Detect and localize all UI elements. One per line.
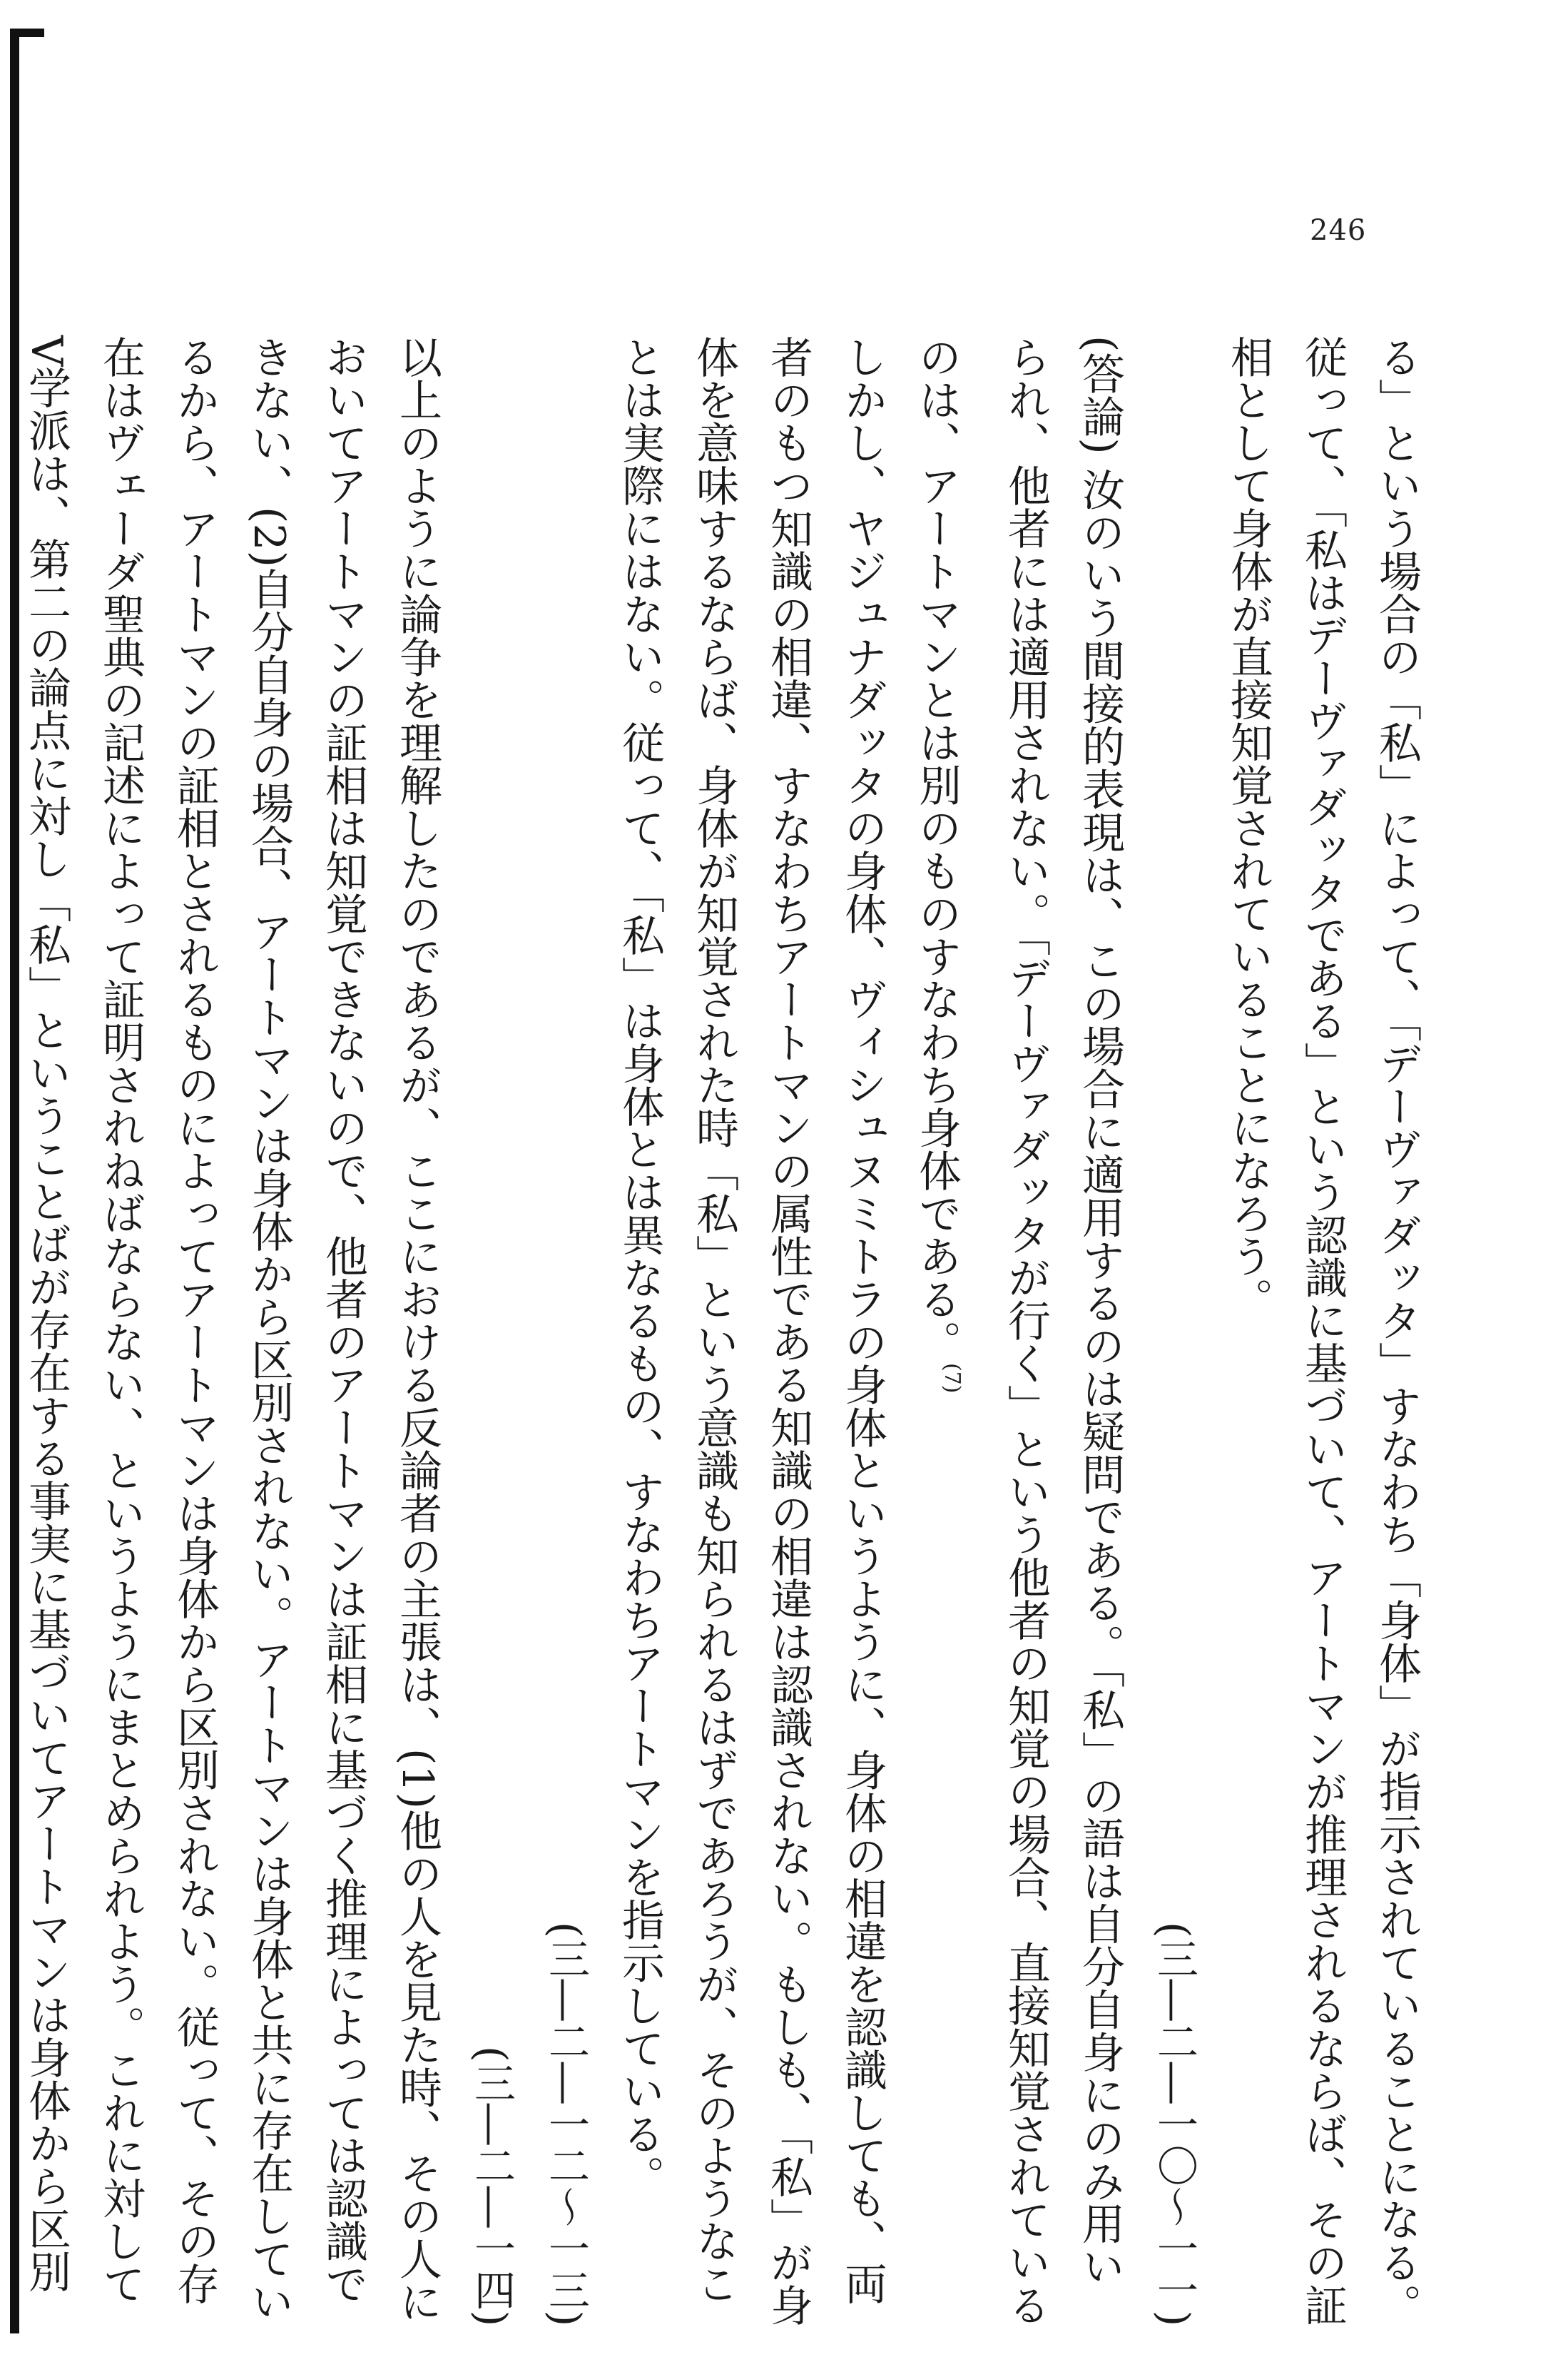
paragraph-3-text: しかし、ヤジュナダッタの身体、ヴィシュヌミトラの身体というように、身体の相違を認識しても、両者のもつ知識の相違、すなわちアートマンの属性である知識の相違は認識されない。もしも、「私」が身体を意味するならば、身体が知覚された時「私」という意識も知られるはずであろうが、そのようなことは実際にはない。従って、「私」は身体とは異なるもの、すなわちアートマンを指示している。 bbox=[615, 335, 887, 2326]
paragraph-1 bbox=[1137, 335, 1434, 2326]
paragraph-2 bbox=[900, 335, 1137, 2326]
vertical-text-body bbox=[21, 335, 1434, 2326]
paragraph-3-reference: (三―二―一二～一三) bbox=[541, 1921, 590, 2326]
paragraph-2-text: (答論) 汝のいう間接的表現は、この場合に適用するのは疑問である。「私」の語は自分自身にのみ用いられ、他者には適用されない。「デーヴァダッタが行く」という他者の知覚の場合、直接知覚されているのは、アートマンとは別のものすなわち身体である。 bbox=[912, 335, 1125, 2326]
binding-edge-cap bbox=[10, 29, 44, 37]
paragraph-4 bbox=[0, 335, 529, 2326]
paragraph-3 bbox=[529, 335, 900, 2326]
paragraph-1-reference: (三―二―一〇～一一) bbox=[1150, 1921, 1198, 2326]
page-number: 246 bbox=[1310, 214, 1367, 247]
paragraph-4-text: 以上のように論争を理解したのであるが、ここにおける反論者の主張は、(1)他の人を見た時、その人においてアートマンの証相は知覚できないので、他者のアートマンは証相に基づく推理によっては認識できない、(2)自分自身の場合、アートマンは身体から区別されない。アートマンは身体と共に存在しているから、アートマンの証相とされるものによってアートマンは身体から区別されない。従って、その存在はヴェーダ聖典の記述によって証明されねばならない、というようにまとめられよう。これに対してV学派は、第二の論点に対し「私」ということばが存在する事実に基づいてアートマンは身体から区別 bbox=[21, 335, 442, 2323]
footnote-marker-7: (7) bbox=[940, 1363, 964, 1394]
paragraph-4-reference: (三―二―一四) bbox=[467, 2045, 516, 2326]
paragraph-1-text: る」という場合の「私」によって、「デーヴァダッタ」すなわち「身体」が指示されていることになる。従って、「私はデーヴァダッタである」という認識に基づいて、アートマンが推理されるならば、その証相として身体が直接知覚されていることになろう。 bbox=[1223, 335, 1422, 2326]
